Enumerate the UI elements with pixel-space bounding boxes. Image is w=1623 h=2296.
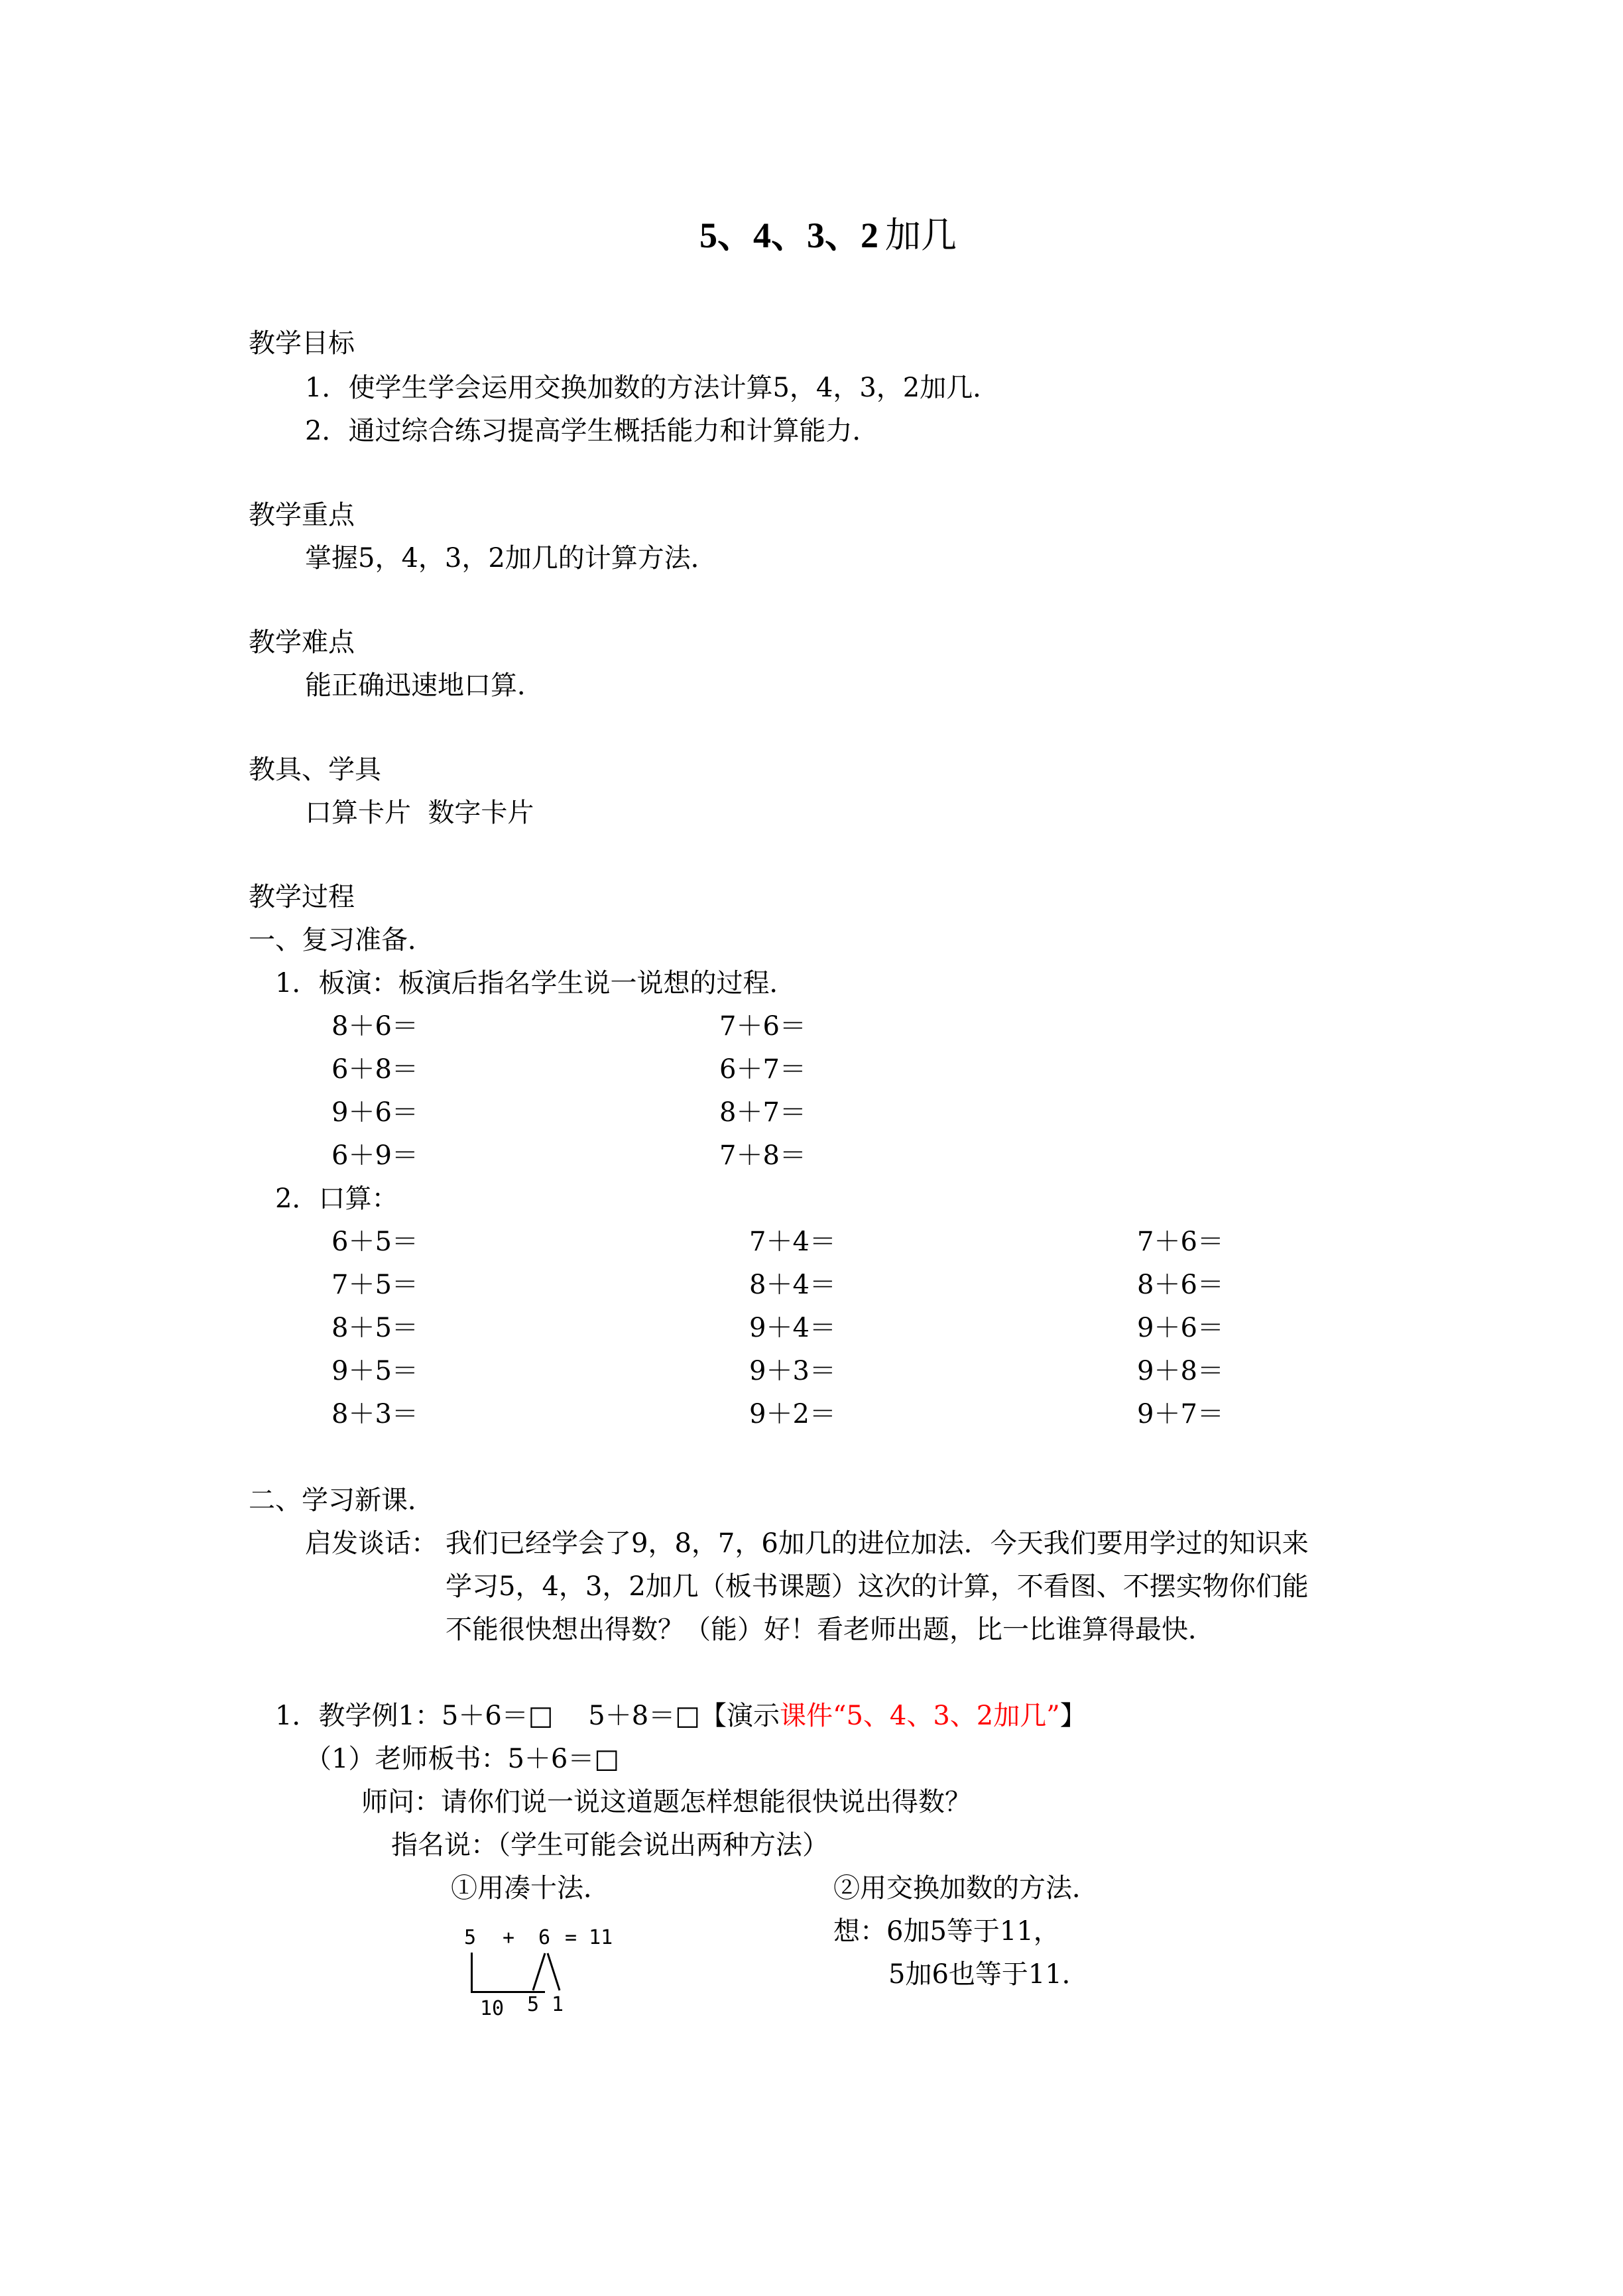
diagram-five: 5: [464, 1926, 477, 1949]
equation: 7＋8＝: [719, 1140, 806, 1171]
equation: 9＋6＝: [1137, 1313, 1224, 1343]
equation: 9＋8＝: [1137, 1356, 1224, 1386]
keypoint-heading: 教学重点: [249, 500, 355, 530]
equation: 6＋8＝: [331, 1054, 418, 1085]
board-label: 1．板演：板演后指名学生说一说想的过程．: [275, 968, 796, 998]
goal-item: 1．使学生学会运用交换加数的方法计算5，4，3，2加几．: [305, 373, 1000, 403]
goals-heading: 教学目标: [249, 328, 355, 359]
method-two: ②用交换加数的方法．: [833, 1873, 1099, 1903]
example-line: [275, 1703, 1087, 1729]
example-close: 】: [1059, 1701, 1087, 1731]
equation: 6＋5＝: [331, 1227, 418, 1257]
diagram-plus: +: [503, 1926, 515, 1949]
split-branch-icon: [530, 1952, 562, 1992]
review-heading: 一、复习准备．: [249, 925, 434, 955]
courseware-link[interactable]: 课件“5、4、3、2加几”: [780, 1701, 1060, 1731]
process-heading: 教学过程: [249, 882, 355, 912]
equation: 8＋7＝: [719, 1097, 806, 1128]
equation: 9＋5＝: [331, 1356, 418, 1386]
page-title: [699, 214, 957, 256]
newlesson-heading: 二、学习新课．: [249, 1485, 434, 1516]
think-line-one: 想：6加5等于11，: [833, 1916, 1060, 1947]
diagram-split-five: 5: [527, 1993, 540, 2016]
intro-line: 学习5，4，3，2加几（板书课题）这次的计算，不看图、不摆实物你们能: [446, 1571, 1309, 1602]
diagram-ten: 10: [480, 1997, 505, 2020]
equation: 6＋9＝: [331, 1140, 418, 1171]
equation: 7＋6＝: [1137, 1227, 1224, 1257]
board-write: （1）老师板书：5＋6＝□: [305, 1744, 620, 1774]
intro-label: 启发谈话：: [305, 1528, 438, 1559]
equation: 8＋3＝: [331, 1399, 418, 1429]
title-suffix: 加几: [885, 214, 957, 256]
intro-line: 我们已经学会了9，8，7，6加几的进位加法．今天我们要用学过的知识来: [446, 1528, 1309, 1559]
tools-heading: 教具、学具: [249, 755, 381, 785]
intro-line: 不能很快想出得数？（能）好！看老师出题，比一比谁算得最快．: [446, 1614, 1215, 1645]
equation: 8＋5＝: [331, 1313, 418, 1343]
keypoint-text: 掌握5，4，3，2加几的计算方法．: [305, 543, 717, 574]
equation: 8＋4＝: [749, 1270, 836, 1300]
title-numbers: 5、4、3、2: [699, 215, 878, 255]
equation: 7＋4＝: [749, 1227, 836, 1257]
equation: 8＋6＝: [1137, 1270, 1224, 1300]
difficulty-text: 能正确迅速地口算．: [305, 670, 544, 701]
student-say: 指名说：（学生可能会说出两种方法）: [391, 1830, 829, 1860]
equation: 9＋4＝: [749, 1313, 836, 1343]
teacher-ask: 师问：请你们说一说这道题怎样想能很快说出得数？: [361, 1787, 971, 1817]
equation: 8＋6＝: [331, 1011, 418, 1042]
equation: 9＋7＝: [1137, 1399, 1224, 1429]
tools-text: 口算卡片 数字卡片: [305, 798, 534, 828]
diagram-split-one: 1: [552, 1993, 564, 2016]
diagram-six: 6: [538, 1926, 551, 1949]
think-line-two: 5加6也等于11．: [888, 1959, 1089, 1990]
bracket-left-line: [471, 1953, 473, 1992]
equation: 9＋2＝: [749, 1399, 836, 1429]
equation: 7＋5＝: [331, 1270, 418, 1300]
equation: 7＋6＝: [719, 1011, 806, 1042]
equation: 6＋7＝: [719, 1054, 806, 1085]
oral-label: 2．口算：: [275, 1183, 398, 1214]
goal-item: 2．通过综合练习提高学生概括能力和计算能力．: [305, 416, 879, 446]
example-label: 1．教学例1：5＋6＝□ 5＋8＝□【演示: [275, 1701, 780, 1731]
difficulty-heading: 教学难点: [249, 627, 355, 658]
method-one: ①用凑十法．: [451, 1873, 610, 1903]
diagram-result: = 11: [565, 1926, 613, 1949]
equation: 9＋3＝: [749, 1356, 836, 1386]
equation: 9＋6＝: [331, 1097, 418, 1128]
